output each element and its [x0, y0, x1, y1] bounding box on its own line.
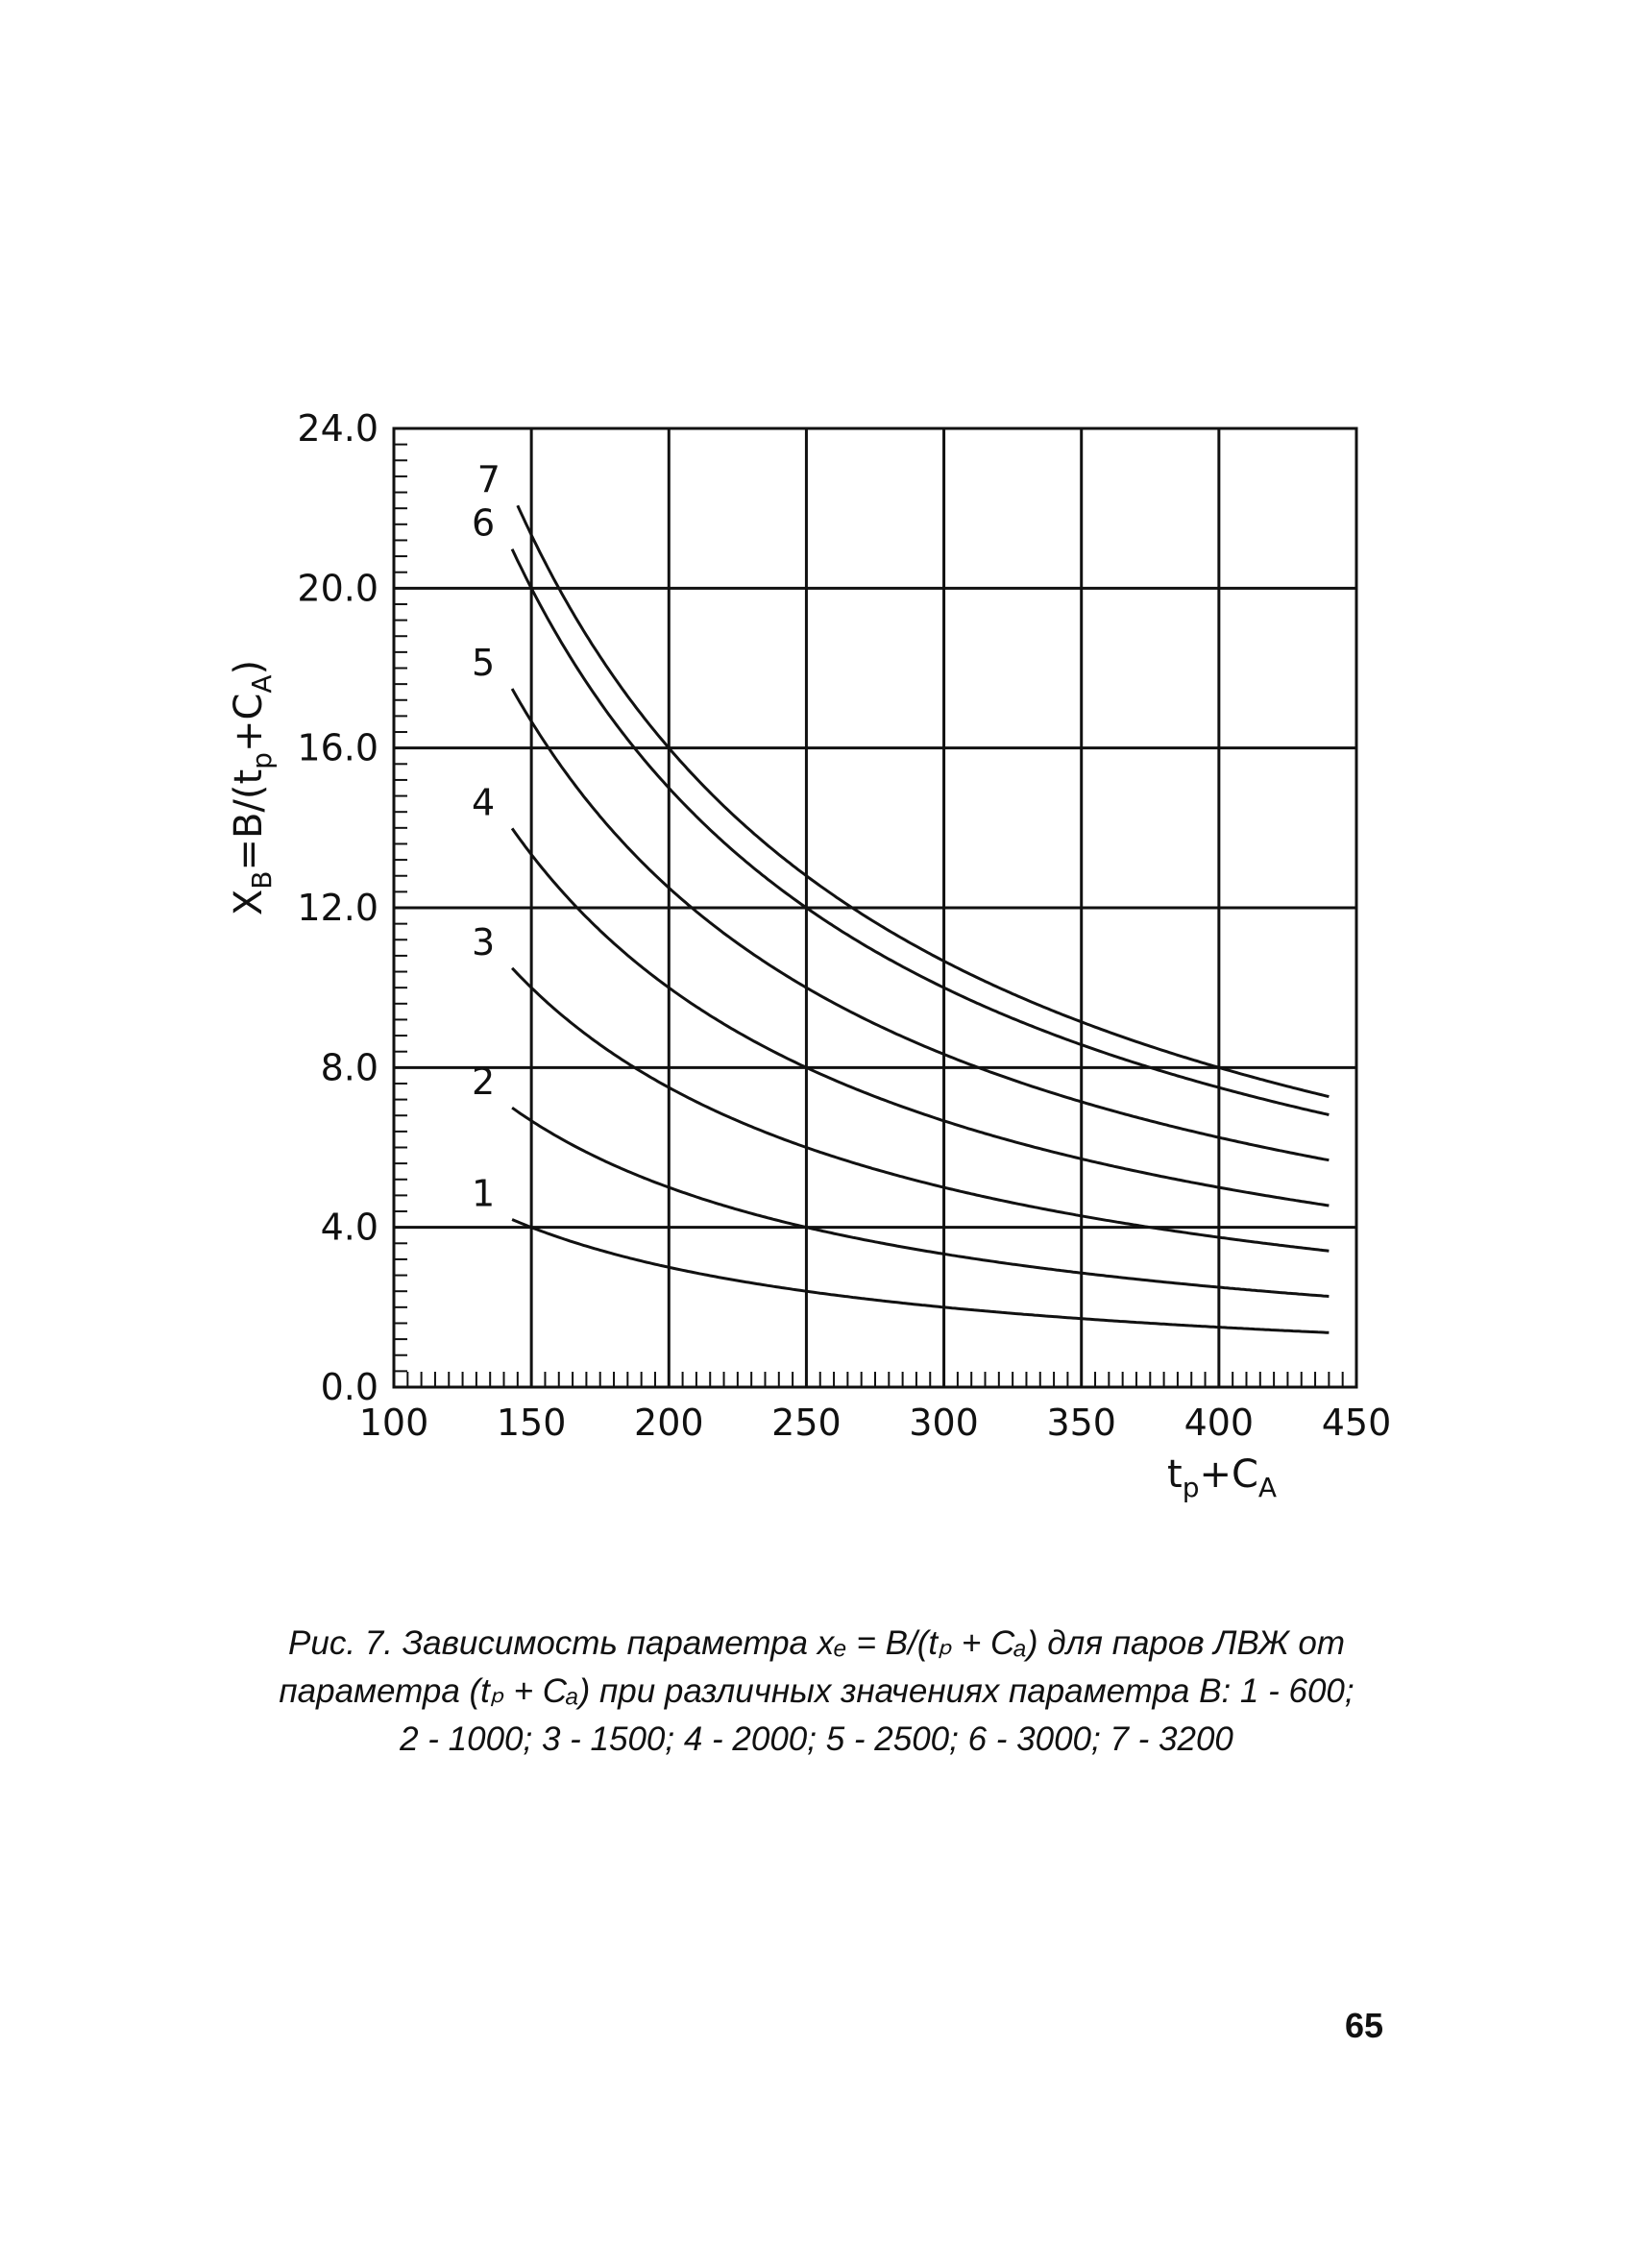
y-tick-label: 20.0: [297, 567, 378, 610]
x-tick-label: 300: [909, 1402, 979, 1444]
curve-4: [512, 828, 1329, 1206]
caption-line-3: 2 - 1000; 3 - 1500; 4 - 2000; 5 - 2500; 6 - 3000; 7 - 3200: [400, 1720, 1233, 1758]
caption-line-1: Рис. 7. Зависимость параметра xₑ = B/(tₚ + Cₐ) для паров ЛВЖ от: [288, 1624, 1345, 1662]
curve-label-1: 1: [472, 1172, 496, 1215]
curve-6: [512, 549, 1329, 1115]
minor-ticks: [394, 445, 1343, 1387]
curve-5: [512, 689, 1329, 1160]
curve-7: [518, 505, 1330, 1096]
caption-line-2: параметра (tₚ + Cₐ) при различных значениях параметра В: 1 - 600;: [279, 1672, 1354, 1710]
y-tick-label: 4.0: [320, 1206, 378, 1249]
curve-label-2: 2: [472, 1061, 496, 1104]
x-tick-label: 150: [496, 1402, 567, 1444]
x-axis-title: $t_p+C_A$: [1167, 1452, 1278, 1503]
curve-label-6: 6: [472, 501, 496, 545]
x-tick-label: 350: [1046, 1402, 1116, 1444]
x-tick-label: 200: [634, 1402, 704, 1444]
y-tick-labels: [297, 407, 378, 1408]
curve-label-4: 4: [472, 781, 496, 824]
y-tick-label: 24.0: [297, 407, 378, 450]
y-tick-label: 16.0: [297, 726, 378, 769]
curve-3: [512, 968, 1329, 1251]
page-number: 65: [1345, 2006, 1384, 2045]
figure-caption: [192, 1620, 1441, 1764]
x-tick-label: 400: [1184, 1402, 1255, 1444]
y-tick-label: 8.0: [320, 1046, 378, 1089]
x-tick-label: 450: [1321, 1402, 1392, 1444]
y-tick-label: 12.0: [297, 887, 378, 929]
curve-label-7: 7: [476, 458, 500, 501]
x-tick-label: 250: [771, 1402, 842, 1444]
curves: [512, 505, 1329, 1332]
y-axis-title: $X_B=B/(t_p+C_A)$: [227, 659, 278, 916]
x-tick-labels: [359, 1402, 1392, 1444]
curve-label-5: 5: [472, 642, 496, 685]
curve-labels: [472, 458, 500, 1214]
x-tick-label: 100: [358, 1402, 429, 1444]
y-tick-label: 0.0: [320, 1366, 378, 1408]
curve-label-3: 3: [472, 920, 496, 963]
